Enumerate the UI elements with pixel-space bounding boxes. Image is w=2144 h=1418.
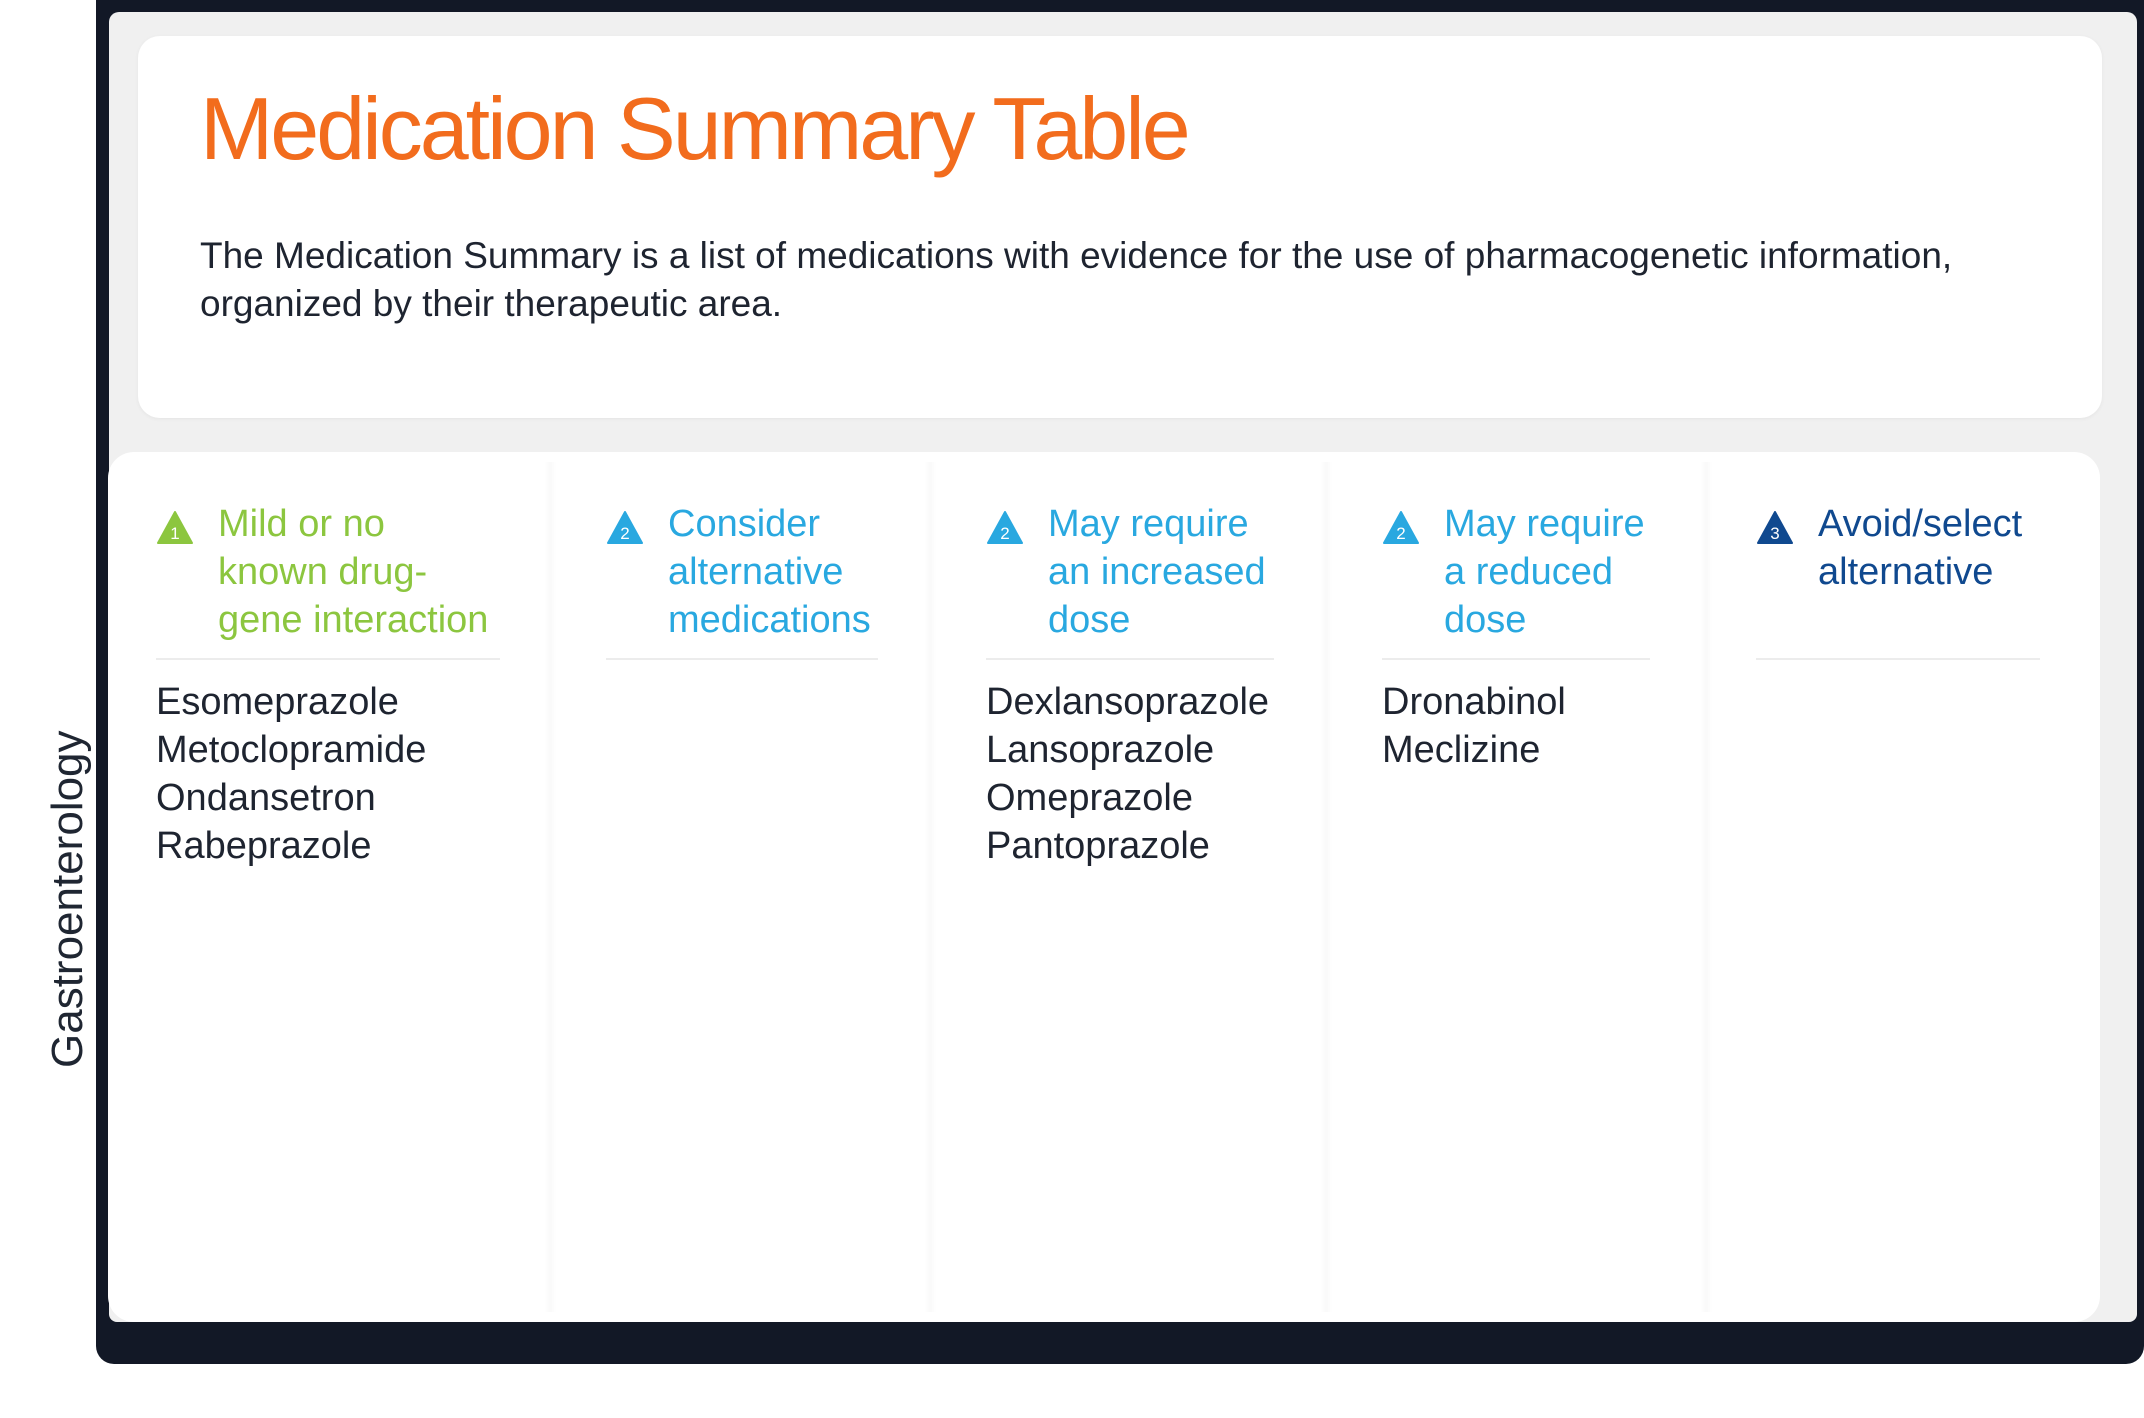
medication-item: Lansoprazole — [986, 729, 1215, 771]
column-avoid-alternative — [1756, 500, 2040, 678]
warning-triangle-2-icon — [1382, 510, 1420, 546]
column-divider — [924, 462, 936, 1312]
medication-item: Pantoprazole — [986, 825, 1210, 867]
medication-item: Ondansetron — [156, 777, 376, 819]
page-title: Medication Summary Table — [200, 79, 1188, 178]
warning-triangle-1-icon — [156, 510, 194, 546]
column-divider — [1320, 462, 1332, 1312]
column-title-line: Consider — [668, 503, 821, 545]
therapeutic-area-label: Gastroenterology — [43, 730, 92, 1068]
column-mild-interaction — [156, 500, 500, 870]
column-title-line: May require — [1048, 503, 1249, 545]
column-divider — [1700, 462, 1712, 1312]
column-title-line: alternative — [668, 551, 844, 593]
medication-list — [1382, 660, 1650, 774]
column-title — [218, 500, 488, 644]
medication-item: Meclizine — [1382, 729, 1541, 771]
badge-number: 2 — [1396, 524, 1406, 543]
column-title-line: an increased — [1048, 551, 1266, 593]
column-increased-dose — [986, 500, 1274, 870]
badge-number: 3 — [1770, 524, 1780, 543]
badge-number: 2 — [620, 524, 630, 543]
medication-item: Dexlansoprazole — [986, 681, 1270, 723]
warning-triangle-3-icon — [1756, 510, 1794, 546]
column-title-line: gene interaction — [218, 599, 489, 641]
column-reduced-dose — [1382, 500, 1650, 774]
column-title — [668, 500, 871, 644]
column-title-line: known drug- — [218, 551, 428, 593]
column-title — [1048, 500, 1266, 644]
column-title-line: Avoid/select — [1818, 503, 2023, 545]
medication-item: Rabeprazole — [156, 825, 372, 867]
column-header — [1756, 500, 2040, 660]
column-title-line: medications — [668, 599, 871, 641]
badge-number: 1 — [170, 524, 180, 543]
badge-number: 2 — [1000, 524, 1010, 543]
column-header — [156, 500, 500, 660]
column-header — [1382, 500, 1650, 660]
medication-list — [606, 660, 878, 678]
column-title-line: May require — [1444, 503, 1645, 545]
column-title — [1818, 500, 2022, 596]
medication-item: Esomeprazole — [156, 681, 399, 723]
medication-item: Dronabinol — [1382, 681, 1566, 723]
medication-item: Omeprazole — [986, 777, 1193, 819]
column-header — [986, 500, 1274, 660]
column-title-line: dose — [1444, 599, 1527, 641]
header-card — [138, 36, 2102, 418]
medication-list — [986, 660, 1274, 870]
column-title-line: a reduced — [1444, 551, 1614, 593]
column-title-line: Mild or no — [218, 503, 385, 545]
column-divider — [544, 462, 556, 1312]
medication-item: Metoclopramide — [156, 729, 427, 771]
page-description: The Medication Summary is a list of medications with evidence for the use of pharmacogenetic information, organized by their therapeutic area. — [200, 235, 1953, 324]
column-title-line: alternative — [1818, 551, 1994, 593]
warning-triangle-2-icon — [986, 510, 1024, 546]
column-consider-alternative — [606, 500, 878, 678]
medication-list — [1756, 660, 2040, 678]
medication-list — [156, 660, 500, 870]
column-header — [606, 500, 878, 660]
column-title — [1444, 500, 1645, 644]
column-title-line: dose — [1048, 599, 1131, 641]
warning-triangle-2-icon — [606, 510, 644, 546]
